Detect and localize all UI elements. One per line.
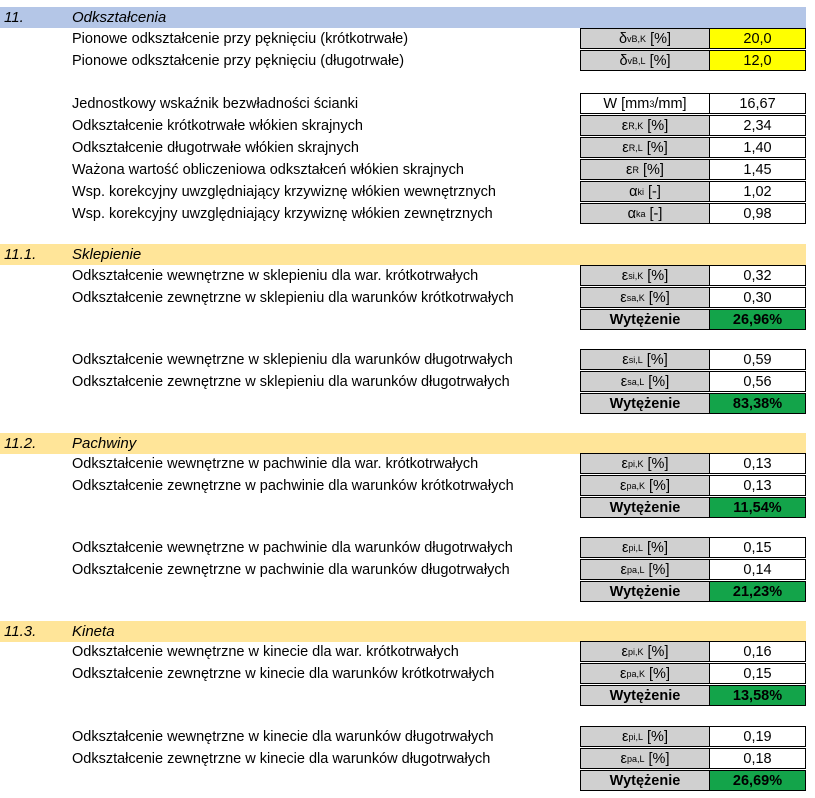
row-label: Odkształcenie wewnętrzne w sklepieniu dla war. krótkotrwałych	[72, 268, 479, 284]
row-label: Pionowe odkształcenie przy pęknięciu (krótkotrwałe)	[72, 31, 409, 47]
row-label: Odkształcenie wewnętrzne w pachwinie dla warunków długotrwałych	[72, 540, 513, 556]
utilization-value: 26,69%	[709, 770, 806, 791]
section-title: Kineta	[72, 623, 115, 640]
symbol-cell: ε R,L [%]	[580, 137, 710, 158]
value-cell: 0,15	[709, 537, 806, 558]
row-label: Wsp. korekcyjny uwzględniający krzywiznę włókien zewnętrznych	[72, 206, 493, 222]
utilization-label: Wytężenie	[580, 581, 710, 602]
symbol-cell: ε sa,K [%]	[580, 287, 710, 308]
value-cell: 0,30	[709, 287, 806, 308]
symbol-cell: ε R [%]	[580, 159, 710, 180]
value-cell: 0,19	[709, 726, 806, 747]
section-title: Odkształcenia	[72, 9, 167, 26]
section-header-11	[0, 7, 806, 28]
value-cell: 0,59	[709, 349, 806, 370]
row-label: Odkształcenie zewnętrzne w sklepieniu dla warunków długotrwałych	[72, 374, 510, 390]
input-value[interactable]: 20,0	[709, 28, 806, 49]
row-label: Odkształcenie zewnętrzne w pachwinie dla warunków długotrwałych	[72, 562, 510, 578]
utilization-label: Wytężenie	[580, 393, 710, 414]
value-cell: 0,14	[709, 559, 806, 580]
section-number: 11.1.	[4, 246, 37, 263]
section-number: 11.2.	[4, 435, 37, 452]
row-label: Odkształcenie wewnętrzne w sklepieniu dla warunków długotrwałych	[72, 352, 513, 368]
value-cell: 0,16	[709, 641, 806, 662]
utilization-value: 26,96%	[709, 309, 806, 330]
value-cell: 0,18	[709, 748, 806, 769]
symbol-cell: ε pa,K [%]	[580, 475, 710, 496]
utilization-value: 21,23%	[709, 581, 806, 602]
utilization-value: 83,38%	[709, 393, 806, 414]
symbol-cell: ε pa,L [%]	[580, 559, 710, 580]
symbol-cell: δ vB,L [%]	[580, 50, 710, 71]
symbol-cell: ε pa,K [%]	[580, 663, 710, 684]
section-number: 11.3.	[4, 623, 37, 640]
symbol-cell: ε pi,L [%]	[580, 726, 710, 747]
symbol-cell: ε pa,L [%]	[580, 748, 710, 769]
utilization-label: Wytężenie	[580, 309, 710, 330]
row-label: Jednostkowy wskaźnik bezwładności ścianki	[72, 96, 359, 112]
symbol-cell: ε pi,K [%]	[580, 641, 710, 662]
row-label: Odkształcenie krótkotrwałe włókien skrajnych	[72, 118, 363, 134]
value-cell: 0,32	[709, 265, 806, 286]
section-header-11-3	[0, 621, 806, 642]
symbol-cell: ε pi,K [%]	[580, 453, 710, 474]
utilization-label: Wytężenie	[580, 770, 710, 791]
row-label: Odkształcenie wewnętrzne w pachwinie dla war. krótkotrwałych	[72, 456, 479, 472]
symbol-cell: α ki [-]	[580, 181, 710, 202]
symbol-cell: δ vB,K [%]	[580, 28, 710, 49]
value-cell: 0,15	[709, 663, 806, 684]
symbol-cell: ε si,K [%]	[580, 265, 710, 286]
row-label: Wsp. korekcyjny uwzględniający krzywiznę włókien wewnętrznych	[72, 184, 496, 200]
value-cell: 0,98	[709, 203, 806, 224]
value-cell: 1,02	[709, 181, 806, 202]
symbol-cell: ε pi,L [%]	[580, 537, 710, 558]
symbol-cell: α ka [-]	[580, 203, 710, 224]
value-cell: 1,45	[709, 159, 806, 180]
row-label: Ważona wartość obliczeniowa odkształceń włókien skrajnych	[72, 162, 464, 178]
value-cell: 2,34	[709, 115, 806, 136]
row-label: Odkształcenie wewnętrzne w kinecie dla war. krótkotrwałych	[72, 644, 459, 660]
section-number: 11.	[4, 9, 24, 26]
utilization-label: Wytężenie	[580, 497, 710, 518]
symbol-cell: ε R,K [%]	[580, 115, 710, 136]
row-label: Odkształcenie zewnętrzne w kinecie dla warunków krótkotrwałych	[72, 666, 495, 682]
symbol-cell: ε sa,L [%]	[580, 371, 710, 392]
utilization-label: Wytężenie	[580, 685, 710, 706]
row-label: Odkształcenie długotrwałe włókien skrajnych	[72, 140, 359, 156]
row-label: Pionowe odkształcenie przy pęknięciu (długotrwałe)	[72, 53, 405, 69]
section-header-11-1	[0, 244, 806, 265]
section-header-11-2	[0, 433, 806, 454]
row-label: Odkształcenie wewnętrzne w kinecie dla warunków długotrwałych	[72, 729, 494, 745]
symbol-cell: ε si,L [%]	[580, 349, 710, 370]
value-cell: 16,67	[709, 93, 806, 114]
section-title: Pachwiny	[72, 435, 137, 452]
section-title: Sklepienie	[72, 246, 142, 263]
utilization-value: 13,58%	[709, 685, 806, 706]
symbol-cell: W [mm 3 /mm]	[580, 93, 710, 114]
value-cell: 0,56	[709, 371, 806, 392]
value-cell: 0,13	[709, 453, 806, 474]
row-label: Odkształcenie zewnętrzne w sklepieniu dla warunków krótkotrwałych	[72, 290, 514, 306]
value-cell: 0,13	[709, 475, 806, 496]
row-label: Odkształcenie zewnętrzne w pachwinie dla warunków krótkotrwałych	[72, 478, 514, 494]
row-label: Odkształcenie zewnętrzne w kinecie dla warunków długotrwałych	[72, 751, 491, 767]
value-cell: 1,40	[709, 137, 806, 158]
utilization-value: 11,54%	[709, 497, 806, 518]
input-value[interactable]: 12,0	[709, 50, 806, 71]
